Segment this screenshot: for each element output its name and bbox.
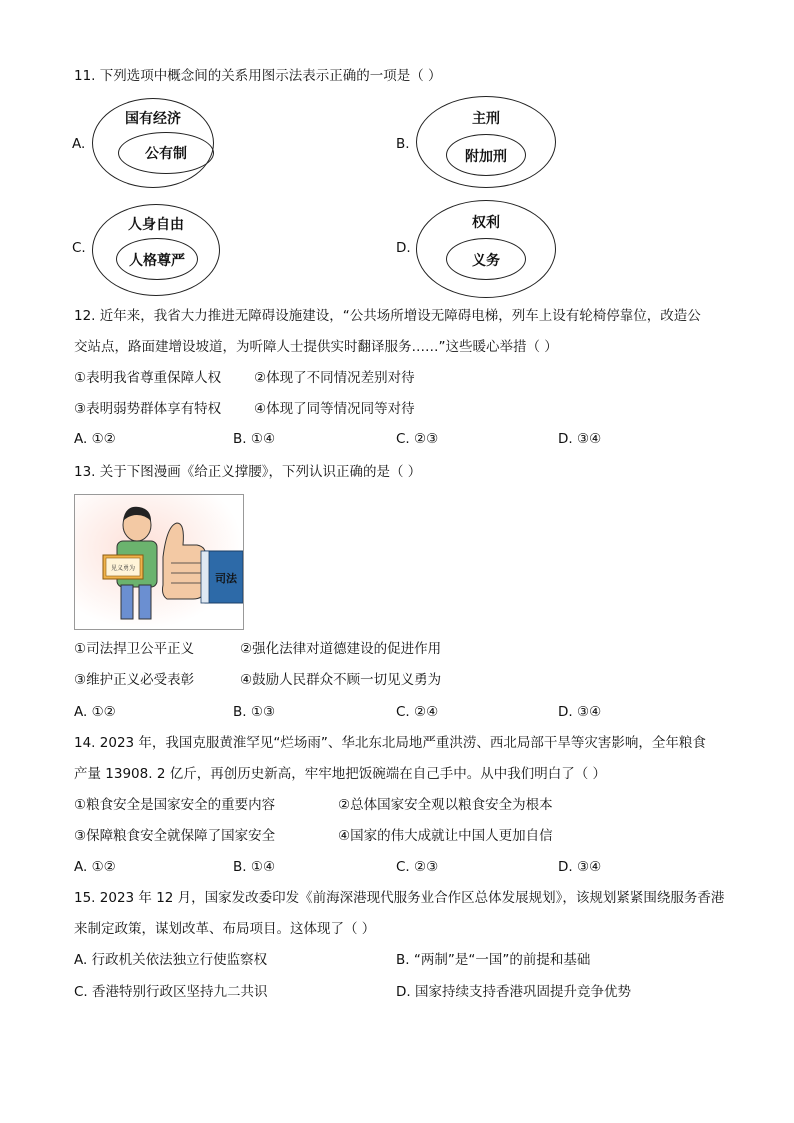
q11-option-a-label: A. [72,136,86,152]
q13-choice-c[interactable]: C. ②④ [396,704,439,720]
q14-stem-line1: 14. 2023 年，我国克服黄淮罕见“烂场雨”、华北东北局地严重洪涝、西北局部干旱等灾害影响，全年粮食 [74,735,706,751]
q15-stem-line2: 来制定政策，谋划改革、布局项目。这体现了（ ） [74,921,376,937]
q12-choice-a[interactable]: A. ①② [74,431,116,447]
q14-choice-c[interactable]: C. ②③ [396,859,439,875]
q12-stem-line2: 交站点，路面建增设坡道，为听障人士提供实时翻译服务……”这些暖心举措（ ） [74,339,558,355]
q13-choice-a[interactable]: A. ①② [74,704,116,720]
cartoon-illustration [75,495,243,629]
q14-choice-b[interactable]: B. ①④ [233,859,276,875]
q11-option-c-outer-label: 人身自由 [128,217,184,233]
q14-item-1: ①粮食安全是国家安全的重要内容 [74,797,276,813]
q12-stem-line1: 12. 近年来，我省大力推进无障碍设施建设，“公共场所增设无障碍电梯，列车上设有轮椅停靠位，改造公 [74,308,701,324]
q11-option-a-inner-label: 公有制 [145,146,187,162]
q12-item-2: ②体现了不同情况差别对待 [254,370,415,386]
q15-choice-a[interactable]: A. 行政机关依法独立行使监察权 [74,952,268,968]
q14-item-3: ③保障粮食安全就保障了国家安全 [74,828,276,844]
q15-choice-d[interactable]: D. 国家持续支持香港巩固提升竞争优势 [396,984,631,1000]
q12-item-3: ③表明弱势群体享有特权 [74,401,222,417]
q12-item-4: ④体现了同等情况同等对待 [254,401,415,417]
q13-cartoon [74,494,244,630]
q13-item-2: ②强化法律对道德建设的促进作用 [240,641,442,657]
q13-item-4: ④鼓励人民群众不顾一切见义勇为 [240,672,442,688]
q14-item-2: ②总体国家安全观以粮食安全为根本 [338,797,553,813]
q15-choice-b[interactable]: B. “两制”是“一国”的前提和基础 [396,952,591,968]
q13-choice-d[interactable]: D. ③④ [558,704,602,720]
q13-stem: 13. 关于下图漫画《给正义撑腰》，下列认识正确的是（ ） [74,464,422,480]
q14-choice-d[interactable]: D. ③④ [558,859,602,875]
q14-item-4: ④国家的伟大成就让中国人更加自信 [338,828,553,844]
q11-option-c-inner-label: 人格尊严 [129,253,185,269]
q13-item-1: ①司法捍卫公平正义 [74,641,195,657]
q11-option-d-inner-label: 义务 [472,253,500,269]
q11-option-a-outer-label: 国有经济 [125,111,181,127]
q11-option-d-outer-label: 权利 [472,215,500,231]
q11-option-b-inner-label: 附加刑 [465,149,507,165]
q12-choice-c[interactable]: C. ②③ [396,431,439,447]
q15-stem-line1: 15. 2023 年 12 月，国家发改委印发《前海深港现代服务业合作区总体发展规划》，该规划紧紧围绕服务香港 [74,890,725,906]
q12-choice-b[interactable]: B. ①④ [233,431,276,447]
q12-item-1: ①表明我省尊重保障人权 [74,370,222,386]
q11-option-b-label: B. [396,136,410,152]
q14-stem-line2: 产量 13908. 2 亿斤，再创历史新高，牢牢地把饭碗端在自己手中。从中我们明白了（ ） [74,766,606,782]
q11-stem: 11. 下列选项中概念间的关系用图示法表示正确的一项是（ ） [74,68,442,84]
q11-option-b-outer-label: 主刑 [472,111,500,127]
q11-option-c-label: C. [72,240,86,256]
certificate-text: 见义勇为 [110,565,136,572]
sleeve-text: 司法 [215,572,237,585]
q12-choice-d[interactable]: D. ③④ [558,431,602,447]
q15-choice-c[interactable]: C. 香港特别行政区坚持九二共识 [74,984,268,1000]
q11-option-d-label: D. [396,240,411,256]
q14-choice-a[interactable]: A. ①② [74,859,116,875]
q13-item-3: ③维护正义必受表彰 [74,672,195,688]
q13-choice-b[interactable]: B. ①③ [233,704,276,720]
